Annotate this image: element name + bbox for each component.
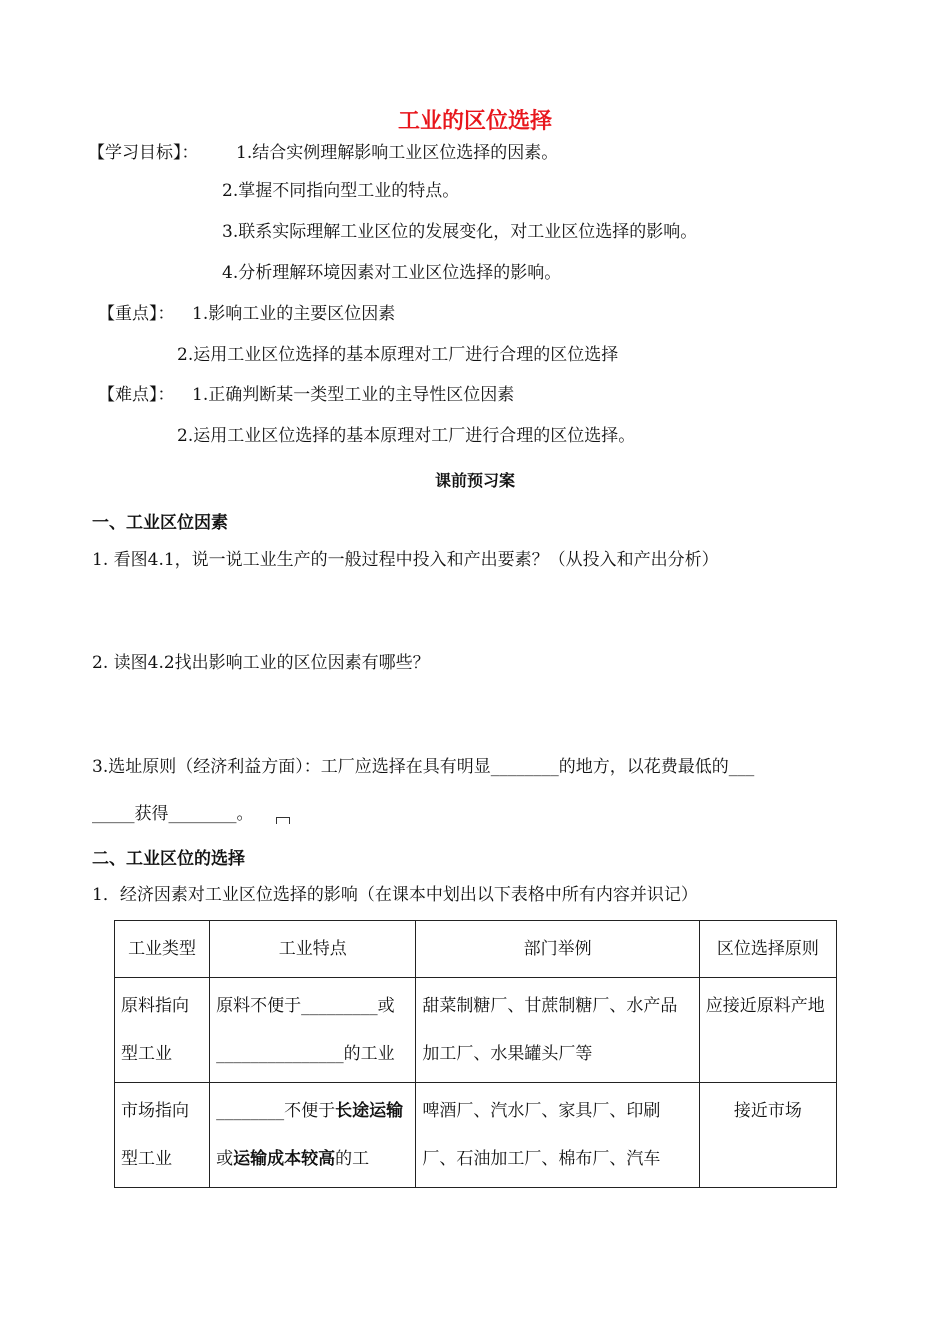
header-type: 工业类型 <box>115 921 210 978</box>
objective-2: 2.掌握不同指向型工业的特点。 <box>222 181 460 201</box>
row2-feature-bold-1: 长途运输 <box>335 1101 404 1121</box>
row2-type: 市场指向型工业 <box>115 1083 210 1188</box>
objective-4: 4.分析理解环境因素对工业区位选择的影响。 <box>222 263 562 283</box>
row2-examples: 啤酒厂、汽水厂、家具厂、印刷厂、石油加工厂、棉布厂、汽车 <box>416 1083 699 1188</box>
section1-question-1: 1. 看图4.1，说一说工业生产的一般过程中投入和产出要素？（从投入和产出分析） <box>92 550 719 570</box>
objectives-label: 【学习目标】： <box>88 143 199 163</box>
objective-1: 1.结合实例理解影响工业区位选择的因素。 <box>236 143 559 163</box>
table-row <box>115 1083 837 1188</box>
page-title: 工业的区位选择 <box>397 109 552 134</box>
key-point-1: 1.影响工业的主要区位因素 <box>192 304 396 324</box>
key-point-2: 2.运用工业区位选择的基本原理对工厂进行合理的区位选择 <box>177 345 619 365</box>
row2-feature-end: 的工 <box>335 1149 370 1169</box>
header-examples: 部门举例 <box>416 921 699 978</box>
row1-principle: 应接近原料产地 <box>699 978 836 1083</box>
difficulties-label: 【难点】： <box>98 385 175 405</box>
difficulty-2: 2.运用工业区位选择的基本原理对工厂进行合理的区位选择。 <box>177 426 636 446</box>
row2-feature-or: 或 <box>216 1149 234 1169</box>
key-points-label: 【重点】： <box>98 304 175 324</box>
section1-question-3-line1: 3.选址原则（经济利益方面）：工厂应选择在具有明显________的地方，以花费最低的___ <box>92 757 755 777</box>
table-header-row <box>115 921 837 978</box>
difficulty-1: 1.正确判断某一类型工业的主导性区位因素 <box>192 385 515 405</box>
bracket-mark <box>276 817 290 824</box>
header-feature: 工业特点 <box>210 921 416 978</box>
row2-feature-bold-2: 运输成本较高 <box>233 1149 336 1169</box>
header-principle: 区位选择原则 <box>699 921 836 978</box>
row1-feature-part1: 原料不便于_______ <box>216 996 361 1016</box>
section1-question-3-line2: _____获得________。 <box>92 804 254 824</box>
section2-question-1: 1．经济因素对工业区位选择的影响（在课本中划出以下表格中所有内容并识记） <box>92 885 698 905</box>
preview-heading: 课前预习案 <box>434 471 515 490</box>
row1-feature <box>210 978 416 1083</box>
section1-heading: 一、工业区位因素 <box>92 513 228 533</box>
row2-principle: 接近市场 <box>699 1083 836 1188</box>
section1-question-2: 2. 读图4.2找出影响工业的区位因素有哪些？ <box>92 653 430 673</box>
location-table <box>114 920 837 1188</box>
row1-feature-part2: __或_______________的工业 <box>216 996 395 1064</box>
table-row <box>115 978 837 1083</box>
objective-3: 3.联系实际理解工业区位的发展变化，对工业区位选择的影响。 <box>222 222 698 242</box>
row1-type: 原料指向型工业 <box>115 978 210 1083</box>
row1-examples: 甜菜制糖厂、甘蔗制糖厂、水产品加工厂、水果罐头厂等 <box>416 978 699 1083</box>
row2-feature-blank: ________不便于 <box>216 1101 336 1121</box>
row2-feature <box>210 1083 416 1188</box>
section2-heading: 二、工业区位的选择 <box>92 849 245 869</box>
